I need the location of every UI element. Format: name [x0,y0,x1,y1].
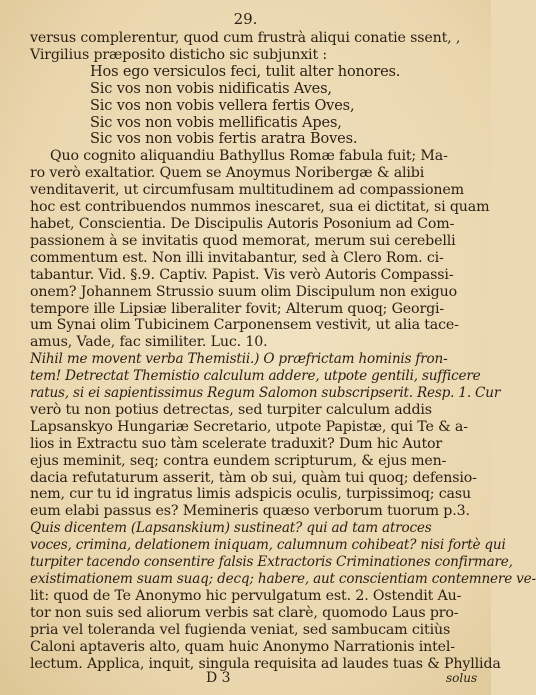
text-line: tem! Detrectat Themistio calculum addere, utpote gentili, sufficere [30,368,481,385]
text-line: tabantur. Vid. §.9. Captiv. Papist. Vis verò Autoris Compassi- [30,266,454,283]
page-number: 29. [233,10,258,28]
text-line: versus complerentur, quod cum frustrà aliqui conatie ssent, , [30,30,461,46]
text-line: existimationem suam suaq; decq; habere, aut conscientiam contemnere ve- [30,571,536,587]
text-line: Sic vos non vobis mellificatis Apes, [90,114,342,131]
text-line: ratus, si ei sapientissimus Regum Salomon subscripserit. Resp. 1. Cur [30,385,501,402]
text-line: amus, Vade, fac similiter. Luc. 10. [30,334,268,351]
text-line: nem, cur tu id ingratus limis adspicis oculis, turpissimoq; casu [30,486,471,503]
text-line: tempore ille Lipsiæ liberaliter fovit; Alterum quoq; Georgi- [30,300,445,317]
text-line: ro verò exaltatior. Quem se Anoymus Noribergæ & alibi [30,165,425,182]
signature-mark: D 3 [206,670,231,686]
text-line: lectum. Applica, inquit, singula requisita ad laudes tuas & Phyllida [30,655,501,672]
text-line: dacia refutaturum asserit, tàm ob sui, quàm tui quoq; defensio- [30,469,477,486]
text-line: eum elabi passus es? Memineris quæso verborum tuorum p.3. [30,503,470,520]
catchword: solus [446,671,478,685]
text-line: Hos ego versiculos feci, tulit alter honores. [90,63,401,80]
text-line: lios in Extractu suo tàm scelerate traduxit? Dum hic Autor [30,435,443,452]
text-line: voces, crimina, delationem iniquam, calumnum cohibeat? nisi fortè qui [30,537,506,554]
text-block [30,30,536,672]
text-line: lit: quod de Te Anonymo hic pervulgatum est. 2. Ostendit Au- [30,587,462,604]
text-line: Sic vos non vobis nidificatis Aves, [90,80,332,97]
text-line: Quo cognito aliquandiu Bathyllus Romæ fabula fuit; Ma- [50,148,448,165]
text-line: commentum est. Non illi invitabantur, sed à Clero Rom. ci- [30,249,444,266]
text-line: passionem à se invitatis quod memorat, merum sui cerebelli [30,232,456,249]
text-line: ejus meminit, seq; contra eundem scripturum, & ejus men- [30,452,447,469]
text-line: pria vel toleranda vel fugienda veniat, sed sambucam citiùs [30,621,451,638]
text-line: Caloni aptaveris alto, quam huic Anonymo Narrationis intel- [30,638,455,655]
text-line: Quis dicentem (Lapsanskium) sustineat? qui ad tam atroces [30,520,432,537]
text-line: turpiter tacendo consentire falsis Extractoris Criminationes confirmare, [30,554,513,571]
text-line: Sic vos non vobis vellera fertis Oves, [90,97,355,114]
text-line: Virgilius præposito disticho sic subjunxit : [30,46,327,63]
text-line: habet, Conscientia. De Discipulis Autoris Posonium ad Com- [30,215,455,232]
text-line: onem? Johannem Strussio suum olim Discipulum non exiguo [30,283,457,300]
text-line: Sic vos non vobis fertis aratra Boves. [90,131,358,148]
text-line: hoc est contribuendos nummos inescaret, sua ei dictitat, si quam [30,199,490,216]
text-line: Nihil me movent verba Themistii.) O præfrictam hominis fron- [30,351,448,368]
text-line: verò tu non potius detrectas, sed turpiter calculum addis [30,401,432,418]
text-line: um Synai olim Tubicinem Carponensem vestivit, ut alia tace- [30,317,459,334]
text-line: tor non suis sed aliorum verbis sat clarè, quomodo Laus pro- [30,604,459,621]
text-line: Lapsanskyo Hungariæ Secretario, utpote Papistæ, qui Te & a- [30,418,468,435]
text-line: venditaverit, ut circumfusam multitudinem ad compassionem [30,182,464,199]
